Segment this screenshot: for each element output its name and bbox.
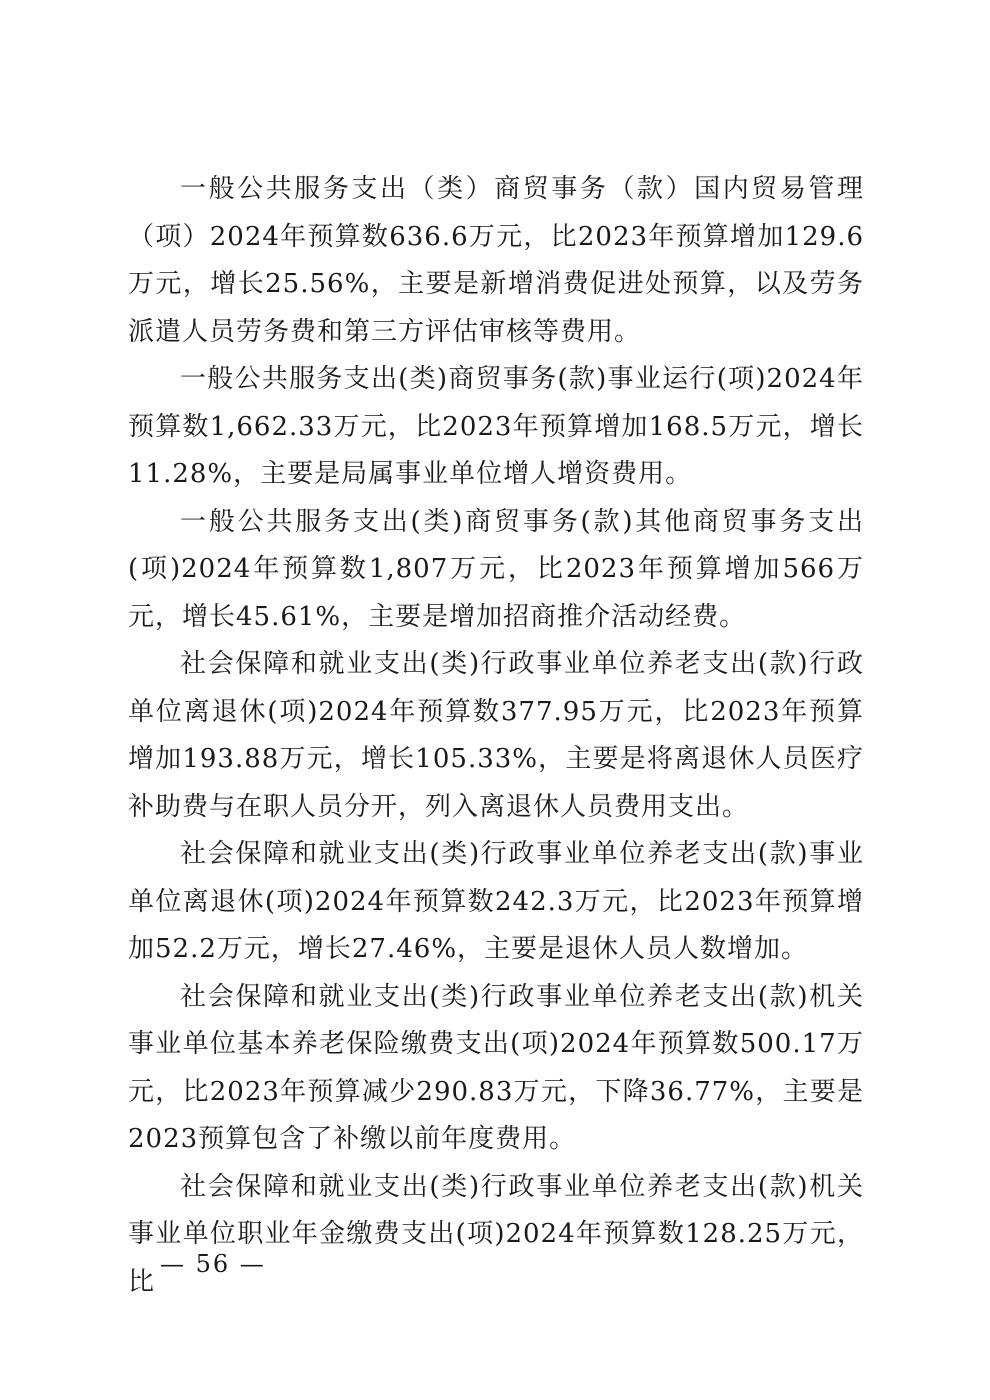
paragraph-domestic-trade: 一般公共服务支出（类）商贸事务（款）国内贸易管理（项）2024年预算数636.6万元，比2023年预算增加129.6万元，增长25.56%，主要是新增消费促进处预算，以及劳务派遣人员劳务费和第三方评估审核等费用。 (128, 174, 864, 347)
paragraph-occupational-annuity: 社会保障和就业支出(类)行政事业单位养老支出(款)机关事业单位职业年金缴费支出(项)2024年预算数128.25万元，比 (128, 1171, 864, 1297)
paragraph-operations: 一般公共服务支出(类)商贸事务(款)事业运行(项)2024年预算数1,662.33万元，比2023年预算增加168.5万元，增长11.28%，主要是局属事业单位增人增资费用。 (128, 364, 864, 489)
paragraph-pension-insurance: 社会保障和就业支出(类)行政事业单位养老支出(款)机关事业单位基本养老保险缴费支出(项)2024年预算数500.17万元，比2023年预算减少290.83万元，下降36.77%，主要是2023预算包含了补缴以前年度费用。 (128, 981, 864, 1154)
paragraph-institution-retirement: 社会保障和就业支出(类)行政事业单位养老支出(款)事业单位离退休(项)2024年预算数242.3万元，比2023年预算增加52.2万元，增长27.46%，主要是退休人员人数增加。 (128, 839, 864, 964)
paragraph-admin-retirement: 社会保障和就业支出(类)行政事业单位养老支出(款)行政单位离退休(项)2024年预算数377.95万元，比2023年预算增加193.88万元，增长105.33%，主要是将离退休人员医疗补助费与在职人员分开，列入离退休人员费用支出。 (128, 649, 864, 822)
paragraph-other-commerce: 一般公共服务支出(类)商贸事务(款)其他商贸事务支出(项)2024年预算数1,807万元，比2023年预算增加566万元，增长45.61%，主要是增加招商推介活动经费。 (128, 506, 864, 632)
page-number: — 56 — (160, 1250, 266, 1278)
body-text (128, 166, 864, 1306)
